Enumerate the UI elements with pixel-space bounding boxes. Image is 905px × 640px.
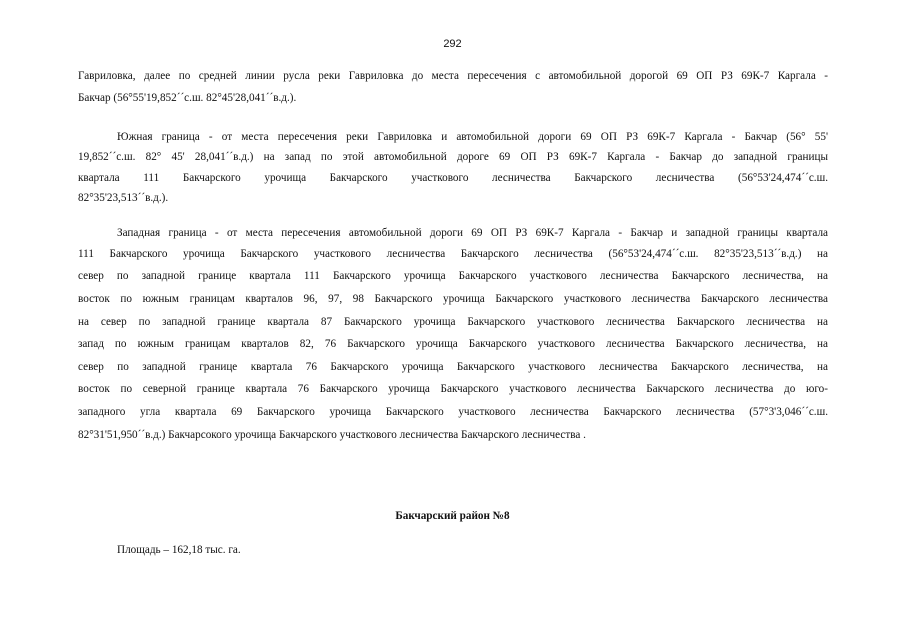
section-heading: Бакчарский район №8 — [395, 510, 510, 522]
paragraph-1-line: Гавриловка, далее по средней линии русла реки Гавриловка до места пересечения с автомобильной дорогой 69 ОП РЗ 69К-7 Каргала - — [78, 70, 828, 82]
paragraph-3-line: на север по западной границе квартала 87 Бакчарского урочища Бакчарского участкового лесничества Бакчарского лесничества на — [78, 316, 828, 328]
paragraph-3-line: запад по южным границам кварталов 82, 76 Бакчарского урочища Бакчарского участкового лесничества Бакчарского лесничества, на — [78, 338, 828, 350]
paragraph-3-line: север по западной границе квартала 76 Бакчарского урочища Бакчарского участкового лесничества Бакчарского лесничества, на — [78, 361, 828, 373]
page-number: 292 — [443, 38, 462, 50]
paragraph-3-line: восток по северной границе квартала 76 Бакчарского урочища Бакчарского участкового лесничества Бакчарского лесничества до юго- — [78, 383, 828, 395]
paragraph-2-line: 82°35'23,513´´в.д.). — [78, 192, 169, 204]
paragraph-2-line: квартала 111 Бакчарского урочища Бакчарского участкового лесничества Бакчарского лесничества (56°53'24,474´´с.ш. — [78, 172, 828, 184]
paragraph-2-line: Южная граница - от места пересечения реки Гавриловка и автомобильной дороги 69 ОП РЗ 69К-7 Каргала - Бакчар (56° 55' — [117, 131, 828, 143]
paragraph-3-line: Западная граница - от места пересечения автомобильной дороги 69 ОП РЗ 69К-7 Каргала - Бакчар и западной границы квартала — [117, 227, 828, 239]
paragraph-3-line: восток по южным границам кварталов 96, 97, 98 Бакчарского урочища Бакчарского участкового лесничества Бакчарского лесничества — [78, 293, 828, 305]
area-text: Площадь – 162,18 тыс. га. — [117, 544, 241, 556]
paragraph-3-line: 111 Бакчарского урочища Бакчарского участкового лесничества Бакчарского лесничества (56°53'24,474´´с.ш. 82°35'23,513´´в.д.) на — [78, 248, 828, 260]
paragraph-1-line: Бакчар (56°55'19,852´´с.ш. 82°45'28,041´´в.д.). — [78, 92, 297, 104]
paragraph-2-line: 19,852´´с.ш. 82° 45' 28,041´´в.д.) на запад по этой автомобильной дороге 69 ОП РЗ 69К-7 Каргала - Бакчар до западной границы — [78, 151, 828, 163]
paragraph-3-line: север по западной границе квартала 111 Бакчарского урочища Бакчарского участкового лесничества Бакчарского лесничества, на — [78, 270, 828, 282]
paragraph-3-line: 82°31'51,950´´в.д.) Бакчарсокого урочища Бакчарского участкового лесничества Бакчарского лесничества . — [78, 429, 586, 441]
paragraph-3-line: западного угла квартала 69 Бакчарского урочища Бакчарского участкового лесничества Бакчарского лесничества (57°3'3,046´´с.ш. — [78, 406, 828, 418]
